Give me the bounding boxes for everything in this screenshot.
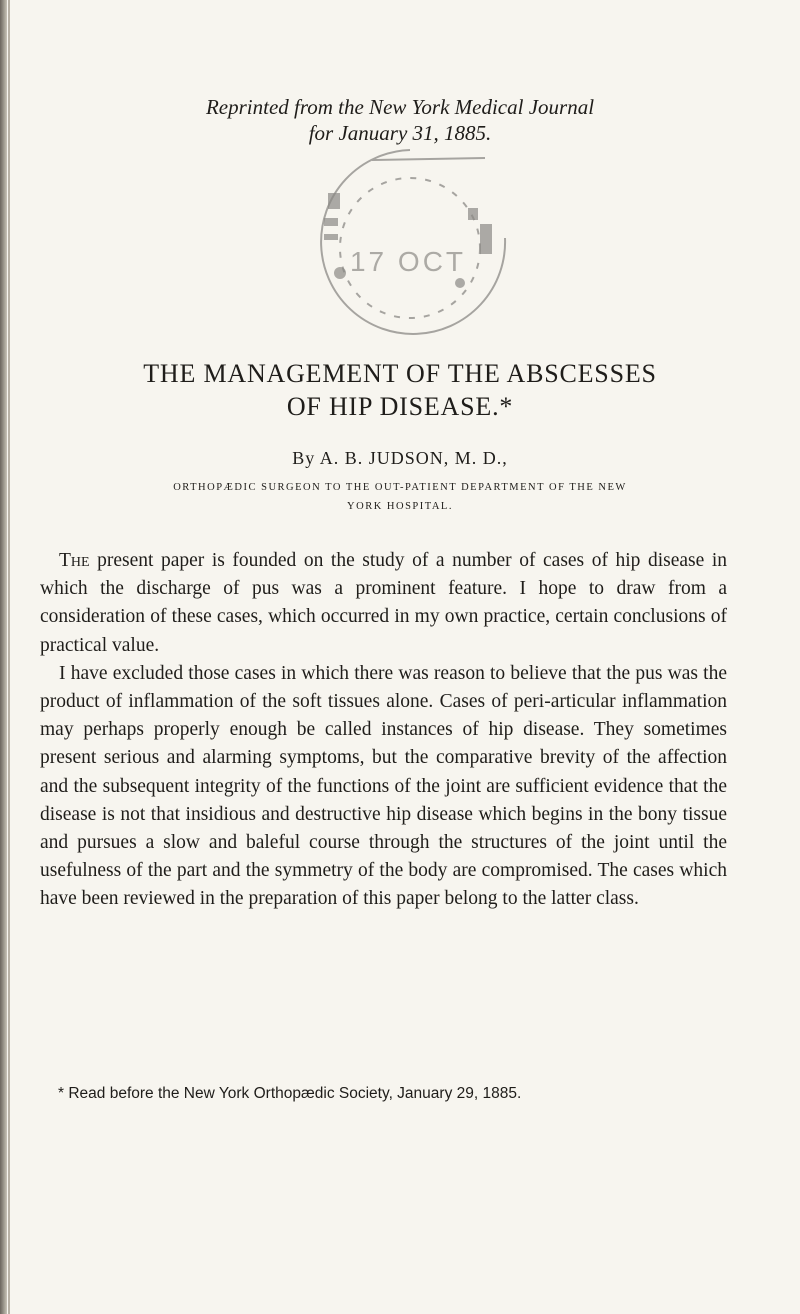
paragraph-1 (40, 547, 727, 660)
library-stamp-icon (310, 148, 510, 348)
reprint-notice-line1: Reprinted from the New York Medical Journal (205, 95, 595, 119)
stamp-date-text: 17 OCT (349, 246, 467, 277)
paragraph-1-text: present paper is founded on the study of a number of cases of hip disease in which the discharge of pus was a prominent feature. I hope to draw from a consideration of these cases, which occurred in my own practice, certain conclusions of practical value. (40, 550, 727, 656)
author-affiliation-line1: ORTHOPÆDIC SURGEON TO THE OUT-PATIENT DEPARTMENT OF THE NEW (173, 482, 627, 493)
article-title-line1: THE MANAGEMENT OF THE ABSCESSES (143, 359, 657, 388)
paragraph-1-lead: The (59, 550, 90, 571)
page-binding-line (8, 0, 10, 1314)
footnote: * Read before the New York Orthopædic Society, January 29, 1885. (58, 1085, 522, 1102)
author-affiliation-line2: YORK HOSPITAL. (347, 501, 453, 512)
article-body (40, 547, 727, 914)
page-binding-edge (0, 0, 7, 1314)
article-title-line2: OF HIP DISEASE.* (286, 392, 514, 421)
paragraph-2: I have excluded those cases in which there was reason to believe that the pus was the product of inflammation of the soft tissues alone. Cases of peri-articular inflammation may perhaps properly enough be called instances of hip disease. They sometimes present serious and alarming symptoms, but the comparative brevity of the affection and the subsequent integrity of the functions of the joint are sufficient evidence that the disease is not that insidious and destructive hip disease which begins in the bony tissue and pursues a slow and baleful course through the structures of the joint until the usefulness of the part and the symmetry of the body are compromised. The cases which have been reviewed in the preparation of this paper belong to the latter class. (40, 662, 727, 910)
reprint-notice-line2: for January 31, 1885. (308, 121, 492, 145)
author-byline: By A. B. JUDSON, M. D., (292, 448, 508, 468)
